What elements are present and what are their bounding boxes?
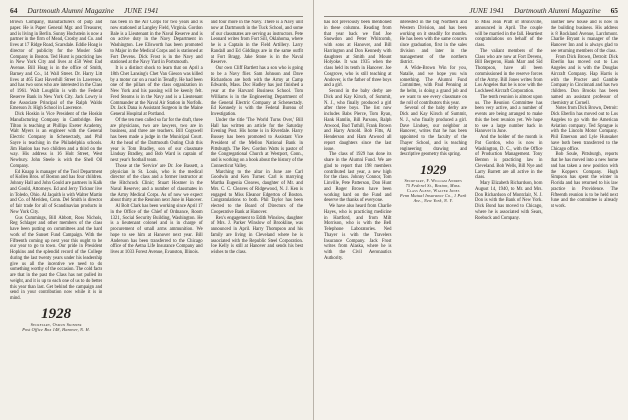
paragraph: to Miss Jean Pratt of Bronxville, announced in April. The couple will be married in the fall. Heartiest congratulations on behalf of the class. (475, 20, 543, 48)
paragraph: The tenth reunion is almost upon us. The Reunion Committee has been very active, and a number of events are being arranged to make this the best reunion yet. We hope to see a large number back in Hanover in June. (475, 94, 543, 135)
paragraph: Notes from Dick Brown, Detroit: Dick Eberlin has moved out to Los Angeles to go with the American Aviation company. Ted Sprague is with the Lincoln Motor Company. Phil Emerson and Lyle Hunsaker have both been transferred to the Chicago office. (550, 106, 618, 152)
paragraph: Our own Cliff Bartlett has a son who is going to be a Navy flier. Sam Johnson and Dave Richardson are both with the Army at Camp Edwards, Mass. Doc Hadley has just finished a year at the Harvard Business School. Tom Williams is in the Engineering Department of the General Electric Company at Schenectady. Ed Kennedy is with the Federal Bureau of Investigation. (210, 66, 303, 117)
right-page (314, 0, 628, 420)
class-year-heading: 1928 (41, 305, 72, 322)
paragraph: interested in the big Northern and Western Division, and has been working on it steadily for months. He has been with the same concern since graduation, first in the sales division and later in the management of the northern district. (399, 20, 467, 66)
left-issue-date: JUNE 1941 (123, 6, 159, 15)
paragraph: Brown Company, manufacturers of pulp and paper. He is Paper General Mgr. and Treasurer, and is living in Berlin. Sunny Hochstein is now a partner in the firm of Mead, Crosby and Co. and lives at 17 Ridge Road, Scarsdale. Eddie Hoag is director of publicity for the Mosler Safe Company in Boston. Ted Hurst is practicing law in New York City and lives at 450 West End Avenue. Bill Hoag is in the office of Smith, Barney and Co., 14 Wall Street. Dr. Harry Litt lives at 465 East Haverhill Street in Lawrence, and has two sons who are interested in the Class of 1961. Walt Loughlin is with the Federal Reserve Bank in New York City. Jack Lowry is the Associate Principal of the Ralph Waldo Emerson Jr. High School in Lawrence. (10, 20, 103, 112)
paragraph: Second in the baby derby are Dick and Kay Kirsch, of Summit, N. J., who finally produced a girl after three boys. The list now includes Babs Pierce, Tom Ryan, Hank Hamlin, Bill Parsons, Ralph Atwood, Bud Tuthill, Frank Brown and Harry Arnold. Bob Fitts, Al Henderson and Ham Atwood all report daughters since the last issue. (324, 89, 392, 152)
secretary-name: Secretary, F. William Andres (404, 178, 463, 183)
paragraph: A Wide-Brown Win for you, Natalie, and we hope you win something. The Alumni Fund Committee, with Paul Penning at the helm, is doing a grand job and we want to see every classmate on the roll of contributors this year. (399, 66, 467, 106)
class-secretary (400, 178, 468, 203)
paragraph: Dick Hoskin is Vice President of the Hoskin Manufacturing Company in Cambridge. Ben Tilton is teaching at Phillips Exeter Academy, Walt Myers is an engineer with the General Electric Company in Schenectady, and Phil Sayre is teaching in the Philadelphia schools. Jim Hanlon has two children and a third on the way. His address is 16 Holt Street, West Newbury. John Steele is with the Shell Oil Company. (10, 112, 103, 169)
right-column-3 (475, 20, 543, 420)
paragraph: The valiant members of the Class who are now at Fort Devens, Bill Bergeron, Hank Marr and Sid Thompson, have all been commissioned in the reserve forces of the Army. Bill Jones writes from Los Angeles that he is now with the Lockheed Aircraft Corporation. (475, 48, 543, 94)
paragraph: Under the title 'The World Turns Over,' Bill Hall has written an article for the Saturday Evening Post. His home is in Riverdale. Harry Bussey has been promoted to Assistant Vice President of the Mellon National Bank in Pittsburgh. The Rev. Gordon Watts is pastor of the Congregational Church at Westport, Conn., and is working on a book about the history of the Connecticut Valley. (210, 117, 303, 169)
right-magazine-title: Dartmouth Alumni Magazine (514, 6, 601, 15)
left-column-1 (10, 20, 102, 420)
paragraph: Mary Elizabeth Richardson, born August 14, 1940, to Mr. and Mrs. Don Richardson of Montclair, N. J. Don is with the Bank of New York. Dick Bond has moved to Chicago, where he is associated with Sears, Roebuck and Company. (475, 181, 543, 221)
left-magazine-title: Dartmouth Alumni Magazine (27, 6, 114, 15)
class-agent-name: Class Agent, Walter Jones (406, 188, 460, 193)
paragraph: has been in the Air Corps for two years and is now stationed at Langley Field, Virginia. Gordon Bale is a Lieutenant in the Naval Reserve and is on active duty in the Navy Department in Washington. Lee Ellsworth has been promoted to Major in the Medical Corps and is stationed at Fort Devens. Dick Frost is in the Navy and stationed at the Navy Yard in Portsmouth. (110, 20, 203, 66)
spacer (400, 203, 468, 207)
left-running-head (10, 6, 303, 17)
right-columns (324, 20, 618, 420)
right-running-head (324, 6, 618, 17)
left-column-3 (211, 20, 303, 420)
class-agent-address: Penn Mutual Insurance Co., 1 Park Ave., New York, N. Y. (400, 193, 467, 203)
paragraph: Several of the baby derby are Dick and Kay Kirsch of Summit, N. J., who finally produced a girl. Dave Lindsey, our neighbor at Hanover, writes that he has been appointed to the faculty of the Thayer School, and is teaching engineering drawing and descriptive geometry this spring. (399, 106, 467, 158)
paragraph: It is a distinct shock to learn that on April a 18th Chet Lansing's Chet Van Gieson was killed by a motor car on a road in Tenafly. He had been one of the pillars of the class organization in New York and his passing will be keenly felt. Fred Stearns is in the Navy and is a Lieutenant Commander at the Naval Air Station in Norfolk. Dr. Jack Dana is Assistant Surgeon in the Maine General Hospital at Portland. (110, 66, 203, 117)
paragraph: another new house and is now in the building business. His address is 8 Rockland Avenue, Larchmont. Charlie Bryant is manager of the Hanover Inn and is always glad to see returning members of the class. (550, 20, 618, 54)
right-column-1 (324, 20, 392, 420)
paragraph: From Dick Brown, Detroit: Dick Eberlin has moved out to Los Angeles and is with the Douglas Aircraft Company. Hap Harris is with the Procter and Gamble Company in Cincinnati and has two children. Don Brooks has been named an assistant professor of chemistry at Cornell. (550, 54, 618, 106)
paragraph: Those at the 'Service' are Dr. Joe Bassett, a physician in St. Louis, who is the medical director of the class and a former instructor at the Hitchcock Clinic; Stuart Hosmer in the Naval Reserve; and a number of classmates in the Army Medical Corps. As of now we expect about thirty at the Reunion next June in Hanover. (110, 163, 203, 204)
right-issue-date: JUNE 1941 (469, 6, 505, 15)
paragraph: Ed Knapp is manager of the Tool Department of Kollen Bros. of Boston and has four children. Johnny Hall and John Gould are partners in Kalk and Gould, Attorneys. Ed and Jerry Ticknor live in Toledo, Ohio. Al Jaquith is with Walter Martin and Co. of Meriden, Conn. Del Smith is director of fair trade for all of Scandinavian products in New York City. (10, 169, 103, 215)
paragraph: Of the ten men called so far for the draft, three are physicians, two are lawyers, two are in business, and three are teachers. Bill Cogswell has been made a judge in the Municipal Court. At the head of the Dartmouth Outing Club this year is Tom Bradley, son of our classmate Lindsay Bradley, and Bob Ward is captain of next year's football team. (110, 117, 203, 163)
right-column-4 (551, 20, 619, 420)
paragraph: has not previously been mentioned in these columns. Reading from that year back we find Joe Snowdon and Peter Whitcomb, with sons at Hanover, and Bill Harrington and Don Kennedy with daughters at Smith and Mount Holyoke. It was 1935 when the class held its tenth in Hanover. Joe Cosgrove, who is still teaching at Andover, is the father of three boys and a girl. (324, 20, 392, 89)
paragraph: We have also heard from Charlie Hayes, who is practicing medicine in Hartford, and from Milt Morrison, who is with the Bell Telephone Laboratories. Ned Thayer is with the Travelers Insurance Company. Jack Frost writes from Alaska, where he is with the Civil Aeronautics Authority. (324, 204, 392, 261)
paragraph: And the holder of the month is Pat Gordon, who is now in Washington, D. C., with the Office of Production Management. Tony Benton is practicing law in Cleveland. Bob Wells, Bill Nye and Larry Barrett are all active in the class. (475, 135, 543, 181)
left-columns (10, 20, 303, 420)
class-secretary (10, 322, 102, 332)
right-page-number: 65 (610, 6, 618, 15)
class-year-heading: 1929 (420, 162, 447, 177)
secretary-address: Post Office Box 148, Hanover, N. H. (22, 326, 91, 332)
left-column-2 (110, 20, 202, 420)
right-column-2 (400, 20, 468, 420)
paragraph: and four more in the Navy. There is a Navy unit now at Dartmouth in the Tuck School, and some of our classmates are serving as instructors. Pete Leonard writes from Fort Sill, Oklahoma, where he is a Captain in the Field Artillery. Larry Randall and Ed Giddings are in the same outfit at Fort Bragg. Jake Stone is in the Naval Reserve. (210, 20, 303, 66)
paragraph: Bob Soule, Pittsburgh, reports that he has moved into a new home and has taken a new position with the Koppers Company. Hugh Simpson has spent the winter in Florida and has returned to his law practice in Providence. The Fifteenth reunion is to be held next June and the committee is already at work. (550, 152, 618, 209)
paragraph: Marching to the altar in June are Carl Goodwin and Ken Turner. Carl is marrying Martha Eugenia Cleaves, daughter of Mr. and Mrs. C. C. Cleaves of Ridgewood, N. J. Ken is engaged to Miss Eleanor Edgerton of Boston. Congratulations to both. Phil Taylor has been elected to the Board of Directors of the Cooperative Bank at Hanover. (210, 169, 303, 215)
secretary-address: 75 Federal St., Boston, Mass. (405, 183, 461, 188)
paragraph: The class of 1929 has done its share in the Alumni Fund. We are glad to report that 198 members contributed last year, a new high for the class. Johnny Connor, Tom Linville, Pete Patterson, Don Hunt and Roger Brown have been working hard on the Fund and deserve the thanks of everyone. (324, 152, 392, 204)
secretary-name: Secretary, Osmun Skinner (30, 321, 82, 327)
paragraph: Al Bolt Clark has been working since April 17 in the Office of the Chief of Ordnance, Room 1321, Social Security Building, Washington. He is a lieutenant colonel and is in charge of procurement of small arms ammunition. We hope to see him at Hanover next year. Bill Anderson has been transferred to the Chicago office of the Aetna Life Insurance Company and lives at 1033 Forest Avenue, Evanston, Illinois. (110, 204, 203, 255)
left-page-number: 64 (10, 6, 18, 15)
paragraph: Rex's engagement to Edith Winslow, daughter of Mrs. J. Parker Winslow of Brookline, was announced in April. Harry Thompson and his family are living in Cleveland where he is associated with the Republic Steel Corporation. Joe Kelly is still at Hanover and sends his best wishes to the class. (210, 215, 303, 255)
paragraph: Gus Cummings, Bill Abbott, Ross Nichols, Reg Schlager and other members of the class have been putting on committees and the hard work of the Sunset Fund Campaign. With the Fifteenth coming up next year this ought to be our year to go to town. Our pride in President Hopkins and the splendid record of the College during the last twenty years under his leadership give us all the incentive we need to do something worthy of the occasion. The cold facts are that in the past the Class has not pulled its weight, and it is up to each one of us to do better this year than last. Get behind the campaign and send in your contribution now while it is in mind. (10, 215, 103, 301)
